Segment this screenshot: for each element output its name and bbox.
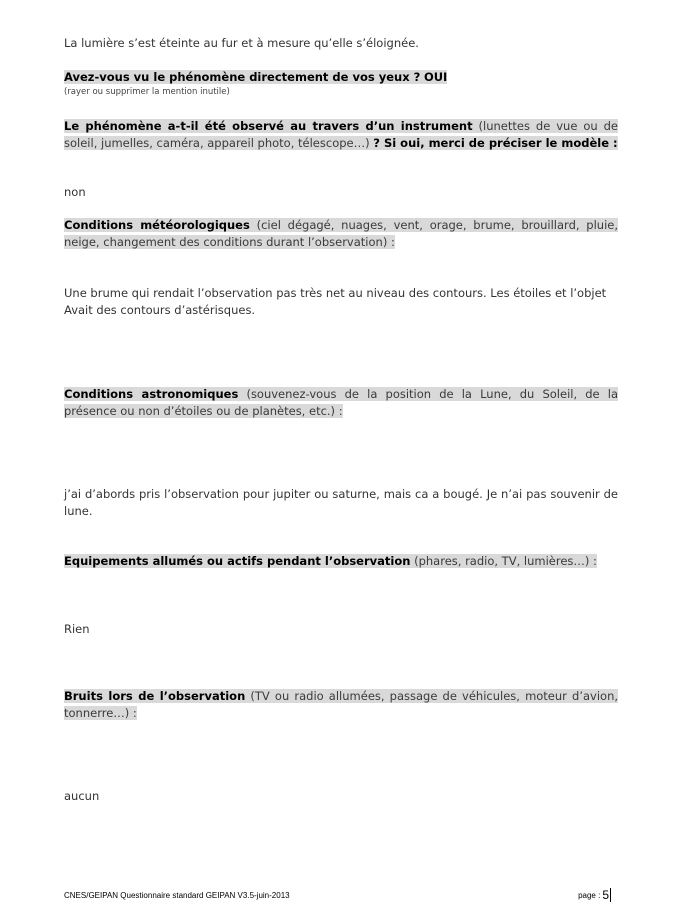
answer-noise: aucun	[64, 789, 100, 803]
text-cursor	[610, 888, 611, 902]
question-equipment-label: Equipements allumés ou actifs pendant l’observation	[64, 554, 411, 568]
answer-astronomy: j’ai d’abords pris l’observation pour jupiter ou saturne, mais ca a bougé. Je n’ai pas souvenir de lune.	[64, 487, 618, 518]
question-instrument-label: Le phénomène a-t-il été observé au travers d’un instrument	[64, 119, 473, 133]
answer-equipment: Rien	[64, 622, 90, 636]
footer-title: CNES/GEIPAN Questionnaire standard GEIPAN V3.5-juin-2013	[64, 891, 290, 900]
question-direct-view-answer: OUI	[423, 70, 448, 84]
question-equipment-detail: (phares, radio, TV, lumières…) :	[414, 554, 597, 568]
intro-text: La lumière s’est éteinte au fur et à mesure qu’elle s’éloignée.	[64, 36, 419, 50]
answer-weather-line-1: Une brume qui rendait l’observation pas très net au niveau des contours. Les étoiles et l’objet	[64, 286, 607, 300]
question-equipment	[64, 553, 618, 570]
question-noise-label: Bruits lors de l’observation	[64, 689, 246, 703]
question-weather-label: Conditions météorologiques	[64, 218, 250, 232]
question-noise	[64, 688, 618, 722]
footer-page-label: page :	[578, 890, 601, 900]
footer-page	[578, 888, 611, 902]
answer-instrument: non	[64, 185, 86, 199]
question-weather-detail: (ciel dégagé, nuages, vent, orage, brume, brouillard, pluie, neige, changement des conditions durant l’observation) :	[64, 218, 619, 249]
question-direct-view	[64, 69, 618, 86]
question-instrument	[64, 118, 618, 152]
question-instrument-detail: (lunettes de vue ou de soleil, jumelles, caméra, appareil photo, télescope…)	[64, 119, 618, 150]
answer-weather-line-2: Avait des contours d’astérisques.	[64, 303, 256, 317]
footer-page-number: 5	[602, 888, 609, 902]
question-noise-detail: (TV ou radio allumées, passage de véhicules, moteur d’avion, tonnerre…) :	[64, 689, 619, 720]
answer-weather	[64, 285, 618, 319]
question-instrument-model: ? Si oui, merci de préciser le modèle :	[373, 136, 618, 150]
question-weather	[64, 217, 618, 251]
question-direct-view-label: Avez-vous vu le phénomène directement de vos yeux ?	[64, 70, 421, 84]
question-astronomy	[64, 386, 618, 420]
question-astronomy-detail: (souvenez-vous de la position de la Lune, du Soleil, de la présence ou non d’étoiles ou de planètes, etc.) :	[64, 387, 619, 418]
direct-view-note: (rayer ou supprimer la mention inutile)	[64, 87, 230, 97]
question-astronomy-label: Conditions astronomiques	[64, 387, 239, 401]
